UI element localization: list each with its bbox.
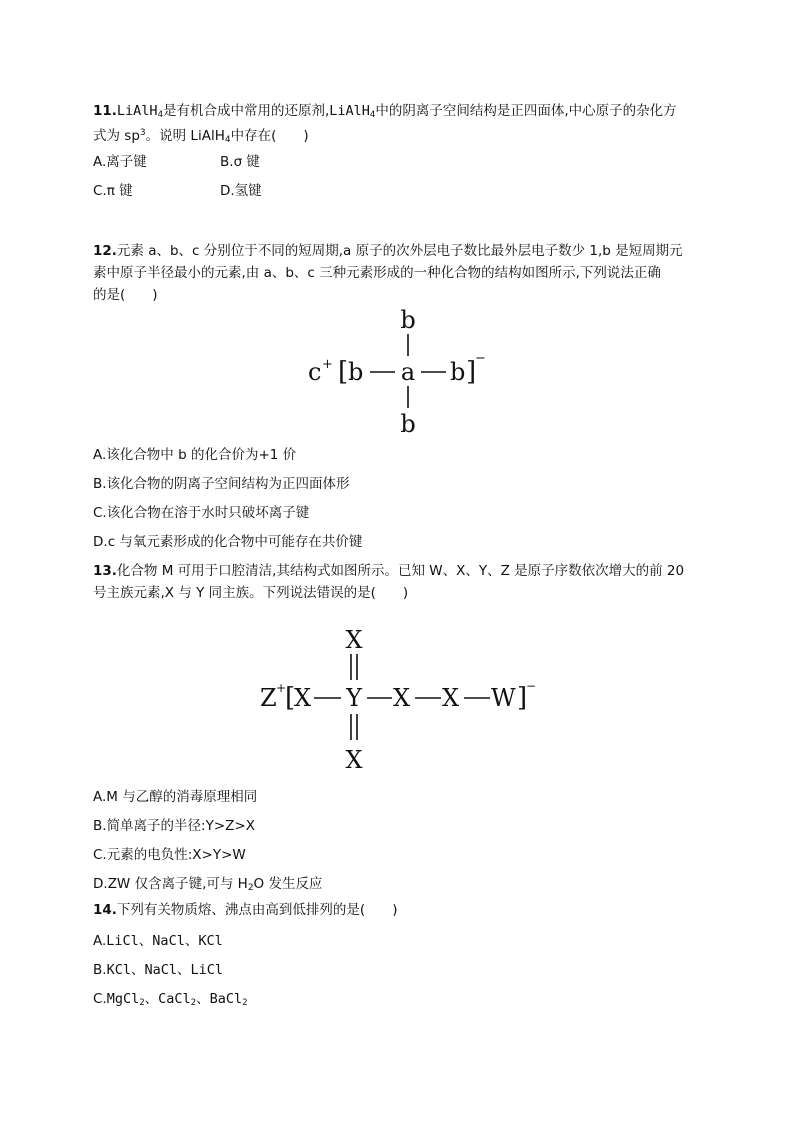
q11-option-c[interactable]: C.π 键 <box>93 183 133 199</box>
q12-left-bracket: [ <box>338 357 349 387</box>
q13-option-c[interactable]: C.元素的电负性:X>Y>W <box>93 847 246 863</box>
q13-option-a[interactable]: A.M 与乙醇的消毒原理相同 <box>93 789 258 805</box>
q13-number: 13. <box>93 563 117 579</box>
q12-right-bracket: ] <box>466 357 477 387</box>
q11-number: 11. <box>93 103 117 119</box>
q12-cation: c <box>308 358 322 386</box>
q13-option-d[interactable]: D.ZW 仅含离子键,可与 $H_2O$ 发生反应 <box>93 876 323 893</box>
question-11 <box>93 100 703 206</box>
q13-option-b[interactable]: B.简单离子的半径:Y>Z>X <box>93 818 255 834</box>
q14-option-b[interactable]: B.KCl、NaCl、LiCl <box>93 962 223 978</box>
q13-structure-figure <box>255 622 545 777</box>
q13-right-bracket: ] <box>517 683 528 713</box>
q13-atom-3: X <box>393 684 411 712</box>
q13-stem-line-2: 号主族元素,X 与 Y 同主族。下列说法错误的是( ) <box>93 585 409 601</box>
q13-anion-charge: − <box>526 679 537 693</box>
q12-cation-charge: + <box>322 357 333 372</box>
q13-cation: Z <box>260 684 277 712</box>
q13-atom-1: X <box>294 684 312 712</box>
q11-options-row-1 <box>93 148 703 177</box>
q11-stem-line-1: 11.LiAlH$_4$是有机合成中常用的还原剂,LiAlH$_4$中的阴离子空间结构是正四面体,中心原子的杂化方 <box>93 103 677 120</box>
q13-atom-top: X <box>345 626 363 654</box>
q12-structure-figure <box>300 300 500 440</box>
q12-option-d[interactable]: D.c 与氧元素形成的化合物中可能存在共价键 <box>93 534 363 550</box>
q12-atom-bottom: b <box>400 410 416 438</box>
q12-option-b[interactable]: B.该化合物的阴离子空间结构为正四面体形 <box>93 476 350 492</box>
q13-left-bracket: [ <box>285 683 296 713</box>
q12-atom-left: b <box>348 358 364 386</box>
q14-stem-line-1: 14.下列有关物质熔、沸点由高到低排列的是( ) <box>93 902 398 918</box>
q14-option-a[interactable]: A.LiCl、NaCl、KCl <box>93 933 223 949</box>
q12-options <box>93 441 703 557</box>
q14-options <box>93 927 703 1014</box>
q12-stem-line-3: 的是( ) <box>93 287 158 303</box>
question-13 <box>93 560 703 604</box>
q11-options-row-2 <box>93 177 703 206</box>
question-12 <box>93 240 703 306</box>
q14-option-c[interactable]: C.MgCl$_2$、CaCl$_2$、BaCl$_2$ <box>93 991 248 1008</box>
q13-stem-line-1: 13.化合物 M 可用于口腔清洁,其结构式如图所示。已知 W、X、Y、Z 是原子序数依次增大的前 20 <box>93 563 685 579</box>
q13-atom-4: X <box>442 684 460 712</box>
q13-atom-bottom: X <box>345 746 363 774</box>
q11-option-d[interactable]: D.氢键 <box>220 183 262 199</box>
q13-atom-5: W <box>491 684 516 712</box>
q12-anion-charge: − <box>475 351 486 366</box>
q12-number: 12. <box>93 243 117 259</box>
q11-option-b[interactable]: B.σ 键 <box>220 154 260 170</box>
q12-option-a[interactable]: A.该化合物中 b 的化合价为+1 价 <box>93 447 297 463</box>
q13-atom-center: Y <box>346 684 362 712</box>
q13-options <box>93 783 703 899</box>
q11-option-a[interactable]: A.离子键 <box>93 154 147 170</box>
q12-atom-center: a <box>400 358 416 386</box>
q14-number: 14. <box>93 902 117 918</box>
q12-option-c[interactable]: C.该化合物在溶于水时只破坏离子键 <box>93 505 310 521</box>
q13-cation-charge: + <box>276 681 287 695</box>
q12-stem-line-1: 12.元素 a、b、c 分别位于不同的短周期,a 原子的次外层电子数比最外层电子数少 1,b 是短周期元 <box>93 243 683 259</box>
q12-atom-right: b <box>450 358 466 386</box>
question-14 <box>93 899 703 921</box>
q11-stem-line-2: 式为 $sp^3$。说明 LiAlH$_4$中存在( ) <box>93 128 309 145</box>
q12-stem-line-2: 素中原子半径最小的元素,由 a、b、c 三种元素形成的一种化合物的结构如图所示,下列说法正确 <box>93 265 661 281</box>
q12-atom-top: b <box>400 306 416 334</box>
